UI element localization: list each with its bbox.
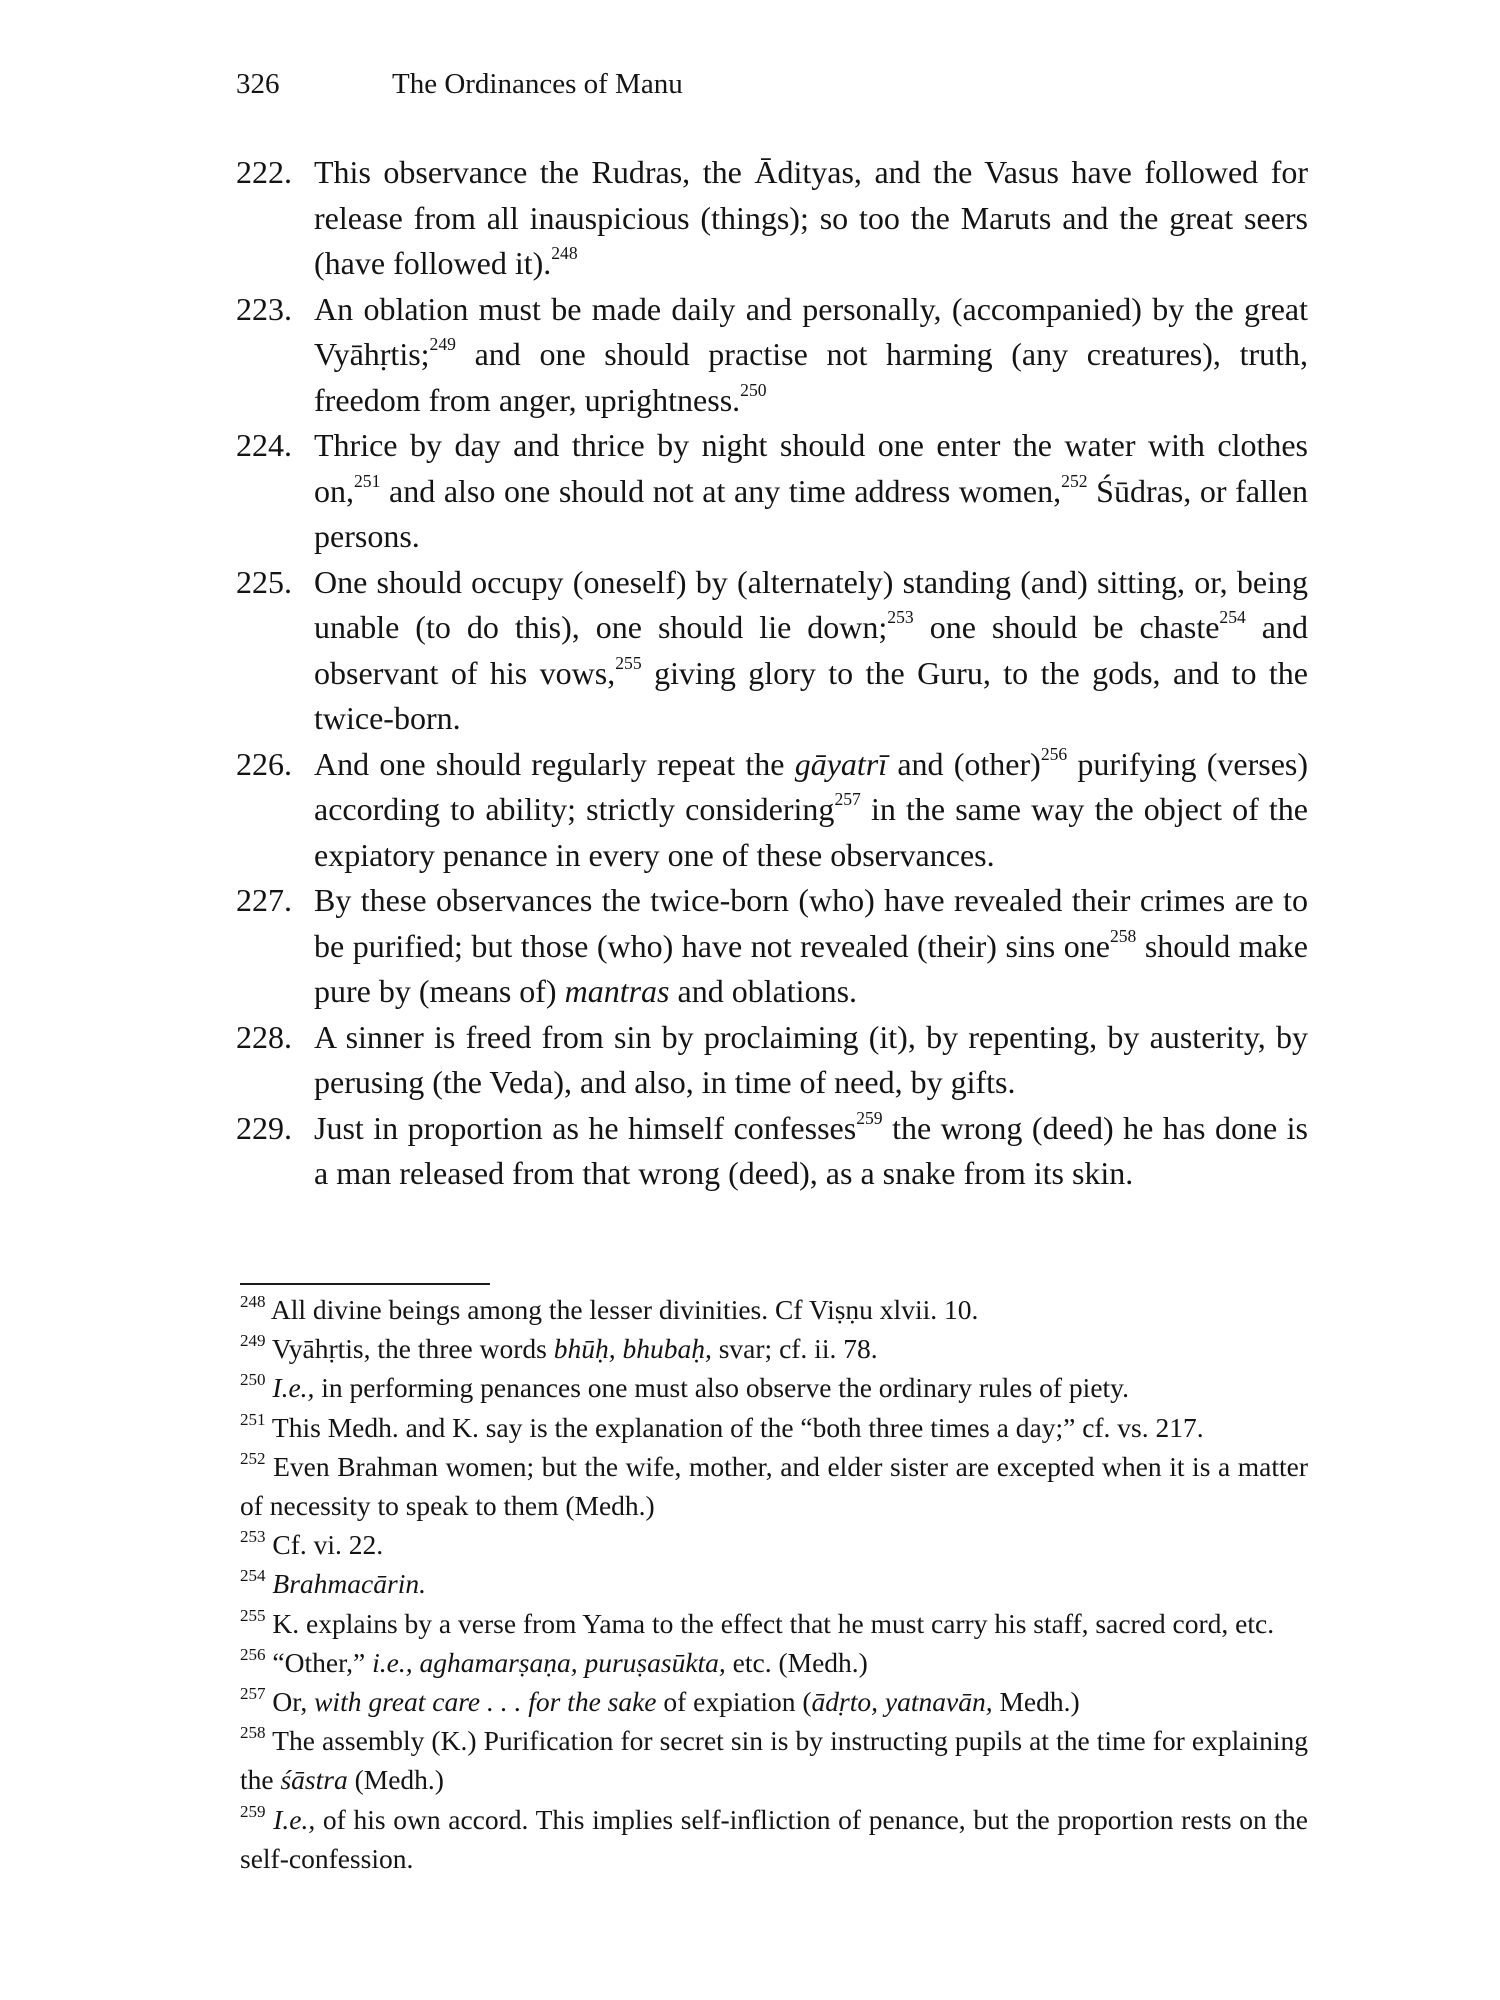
footnote-list xyxy=(240,1290,1308,1878)
footnote xyxy=(240,1800,1308,1878)
verse xyxy=(236,1015,1308,1106)
page-header xyxy=(236,66,683,102)
italic-text: bhūḥ, bhubaḥ, xyxy=(553,1333,712,1365)
italic-text: Brahmacārin. xyxy=(272,1568,426,1600)
italic-text: ādṛto, yatnavān, xyxy=(811,1686,993,1718)
verse-number: 224. xyxy=(236,427,292,463)
footnote xyxy=(240,1682,1308,1721)
verse-number: 223. xyxy=(236,290,292,327)
verse xyxy=(236,150,1308,287)
verse xyxy=(236,287,1308,424)
text-run: Thrice by day and thrice by night should one enter the water with clothes on, xyxy=(314,427,1308,509)
footnote-number: 256 xyxy=(240,1644,266,1664)
italic-text: śāstra xyxy=(280,1764,348,1796)
text-run: should make pure by (means of) xyxy=(314,927,1309,1009)
text-run: the wrong (deed) he has done is a man released from that wrong (deed), as a snake from its skin. xyxy=(314,1109,1309,1191)
footnote-ref: 252 xyxy=(1061,470,1088,491)
verse-text xyxy=(314,742,1308,879)
text-run: etc. (Medh.) xyxy=(725,1646,868,1678)
footnote xyxy=(240,1564,1308,1603)
footnote-number: 258 xyxy=(240,1723,266,1743)
verse-text xyxy=(314,150,1308,287)
footnote xyxy=(240,1408,1308,1447)
text-run: “Other,” xyxy=(265,1646,373,1678)
footnote-ref: 249 xyxy=(429,334,456,355)
footnote xyxy=(240,1643,1308,1682)
text-run: Just in proportion as he himself confesses xyxy=(314,1109,857,1146)
verse-text xyxy=(314,1015,1308,1106)
italic-text: I.e., xyxy=(273,1803,316,1835)
page-number: 326 xyxy=(236,68,280,100)
text-run: svar; cf. ii. 78. xyxy=(711,1333,878,1365)
text-run: and (other) xyxy=(887,745,1041,782)
verse xyxy=(236,742,1308,879)
footnote xyxy=(240,1329,1308,1368)
footnote-number: 255 xyxy=(240,1605,266,1625)
text-run: By these observances the twice-born (who) have revealed their crimes are to be purified; but those (who) have not revealed (their) sins one xyxy=(314,882,1308,964)
verse-number: 226. xyxy=(236,745,292,782)
text-run: Or, xyxy=(265,1686,315,1718)
footnote xyxy=(240,1368,1308,1407)
footnote-number: 250 xyxy=(240,1370,266,1390)
footnote-number: 254 xyxy=(240,1566,266,1586)
verse-number: 225. xyxy=(236,563,292,600)
text-run: of his own accord. This implies self-infliction of penance, but the proportion rests on the self-confession. xyxy=(240,1803,1308,1874)
text-run: The assembly (K.) Purification for secret sin is by instructing pupils at the time for explaining the xyxy=(240,1725,1308,1796)
running-title: The Ordinances of Manu xyxy=(392,68,683,100)
verse xyxy=(236,1106,1308,1197)
verse-number: 227. xyxy=(236,882,292,918)
footnote-ref: 255 xyxy=(615,652,642,673)
footnote-number: 249 xyxy=(240,1331,266,1351)
footnote xyxy=(240,1604,1308,1643)
text-run: This Medh. and K. say is the explanation of the “both three times a day;” cf. vs. 217. xyxy=(265,1411,1204,1443)
text-run: purifying (verses) according to ability; strictly considering xyxy=(314,745,1309,827)
text-run: Vyāhṛtis, the three words xyxy=(265,1333,554,1365)
verse-number: 222. xyxy=(236,154,292,190)
footnote-divider xyxy=(240,1283,490,1285)
footnote-number: 251 xyxy=(240,1409,266,1429)
verse-text xyxy=(314,878,1308,1015)
footnote xyxy=(240,1721,1308,1799)
footnote-ref: 258 xyxy=(1109,925,1137,946)
footnote xyxy=(240,1447,1308,1525)
text-run: One should occupy (oneself) by (alternately) standing (and) sitting, or, being unable (to do this), one should lie down; xyxy=(314,563,1308,645)
text-run: Even Brahman women; but the wife, mother, and elder sister are excepted when it is a matter of necessity to speak to them (Medh.) xyxy=(240,1450,1308,1522)
italic-text: gāyatrī xyxy=(794,745,888,782)
text-run: and one should practise not harming (any creatures), truth, freedom from anger, uprightness. xyxy=(314,336,1308,418)
footnote xyxy=(240,1290,1308,1329)
footnote-number: 252 xyxy=(240,1448,266,1468)
text-run: in performing penances one must also observe the ordinary rules of piety. xyxy=(314,1372,1130,1404)
verse xyxy=(236,423,1308,560)
text-run: and observant of his vows, xyxy=(314,609,1309,691)
verse-list xyxy=(236,150,1308,1197)
footnote-number: 257 xyxy=(240,1684,266,1704)
footnote-ref: 248 xyxy=(551,243,578,264)
text-run: and oblations. xyxy=(669,973,858,1009)
italic-text: I.e., xyxy=(272,1372,315,1404)
text-run: and also one should not at any time address women, xyxy=(380,472,1062,509)
text-run: This observance the Rudras, the Ādityas, and the Vasus have followed for release from all inauspicious (things); so too the Maruts and the great seers (have followed it). xyxy=(314,154,1308,281)
verse-number: 228. xyxy=(236,1018,292,1055)
text-run: (Medh.) xyxy=(347,1764,444,1796)
footnote-ref: 250 xyxy=(740,379,767,400)
footnote-ref: 256 xyxy=(1040,743,1068,764)
verse-text xyxy=(314,423,1308,560)
footnote-number: 248 xyxy=(240,1292,266,1312)
text-run: in the same way the object of the expiatory penance in every one of these observances. xyxy=(314,791,1309,873)
text-run: giving glory to the Guru, to the gods, and to the twice-born. xyxy=(314,654,1309,736)
verse xyxy=(236,878,1308,1015)
footnote-ref: 251 xyxy=(354,470,381,491)
verse-text xyxy=(314,287,1308,424)
footnote-ref: 253 xyxy=(887,607,914,628)
text-run: Medh.) xyxy=(992,1686,1080,1718)
footnote-number: 253 xyxy=(240,1527,266,1547)
text-run: A sinner is freed from sin by proclaiming (it), by repenting, by austerity, by perusing (the Veda), and also, in time of need, by gifts. xyxy=(314,1018,1308,1100)
verse-text xyxy=(314,560,1308,742)
footnote-ref: 259 xyxy=(856,1107,883,1128)
text-run: of expiation ( xyxy=(656,1686,812,1718)
text-run: Cf. vi. 22. xyxy=(265,1529,384,1561)
text-run: All divine beings among the lesser divinities. Cf Viṣṇu xlvii. 10. xyxy=(265,1294,979,1325)
verse xyxy=(236,560,1308,742)
footnote xyxy=(240,1525,1308,1564)
footnote-ref: 257 xyxy=(834,789,861,810)
text-run: An oblation must be made daily and personally, (accompanied) by the great Vyāhṛtis; xyxy=(314,290,1308,372)
text-run: Śūdras, or fallen persons. xyxy=(314,472,1309,554)
footnote-ref: 254 xyxy=(1219,607,1246,628)
italic-text: with great care . . . for the sake xyxy=(314,1686,657,1718)
text-run: K. explains by a verse from Yama to the effect that he must carry his staff, sacred cord, etc. xyxy=(265,1607,1275,1639)
text-run: one should be chaste xyxy=(913,609,1220,645)
footnote-number: 259 xyxy=(240,1801,266,1821)
verse-number: 229. xyxy=(236,1109,292,1146)
text-run: And one should regularly repeat the xyxy=(314,745,795,782)
verse-text xyxy=(314,1106,1308,1197)
italic-text: mantras xyxy=(564,973,670,1009)
italic-text: i.e., aghamarṣaṇa, puruṣasūkta, xyxy=(372,1646,726,1678)
